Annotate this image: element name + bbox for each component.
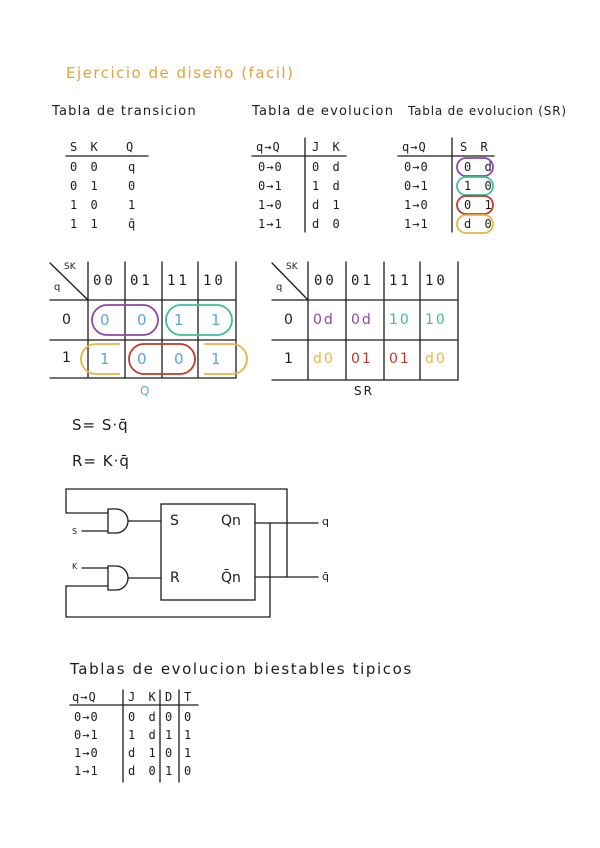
evolucion-sr-row-transition: 0→1: [404, 179, 429, 193]
biestables-row-d: 0: [165, 746, 176, 760]
kmap-sr-cell: 10: [425, 312, 447, 328]
biestables-header-t: T: [184, 690, 195, 704]
transicion-row-out: q̄: [128, 217, 139, 231]
input-k-label: K: [72, 562, 78, 571]
transicion-row-out: 1: [128, 198, 139, 212]
kmap-sr-cell: d0: [425, 351, 447, 367]
kmap-q-cell: 1: [211, 311, 221, 329]
biestables-row-d: 1: [165, 728, 176, 742]
ff-output-q-label: Qn: [221, 513, 241, 529]
biestables-row-t: 1: [184, 746, 195, 760]
biestables-row-t: 0: [184, 764, 195, 778]
evolucion-header-jk: J K: [312, 140, 343, 154]
evolucion-header-transition: q→Q: [256, 140, 281, 154]
kmap-q-row-header: 1: [62, 350, 71, 366]
kmap-q-col-header: 10: [203, 273, 226, 289]
kmap-q-cell: 0: [100, 311, 110, 329]
transicion-heading: Tabla de transicion: [52, 104, 197, 119]
evolucion-sr-row-transition: 0→0: [404, 160, 429, 174]
input-s-label: S: [72, 527, 78, 536]
ff-input-s-label: S: [170, 513, 179, 529]
kmap-sr-col-header: 10: [425, 273, 448, 289]
transicion-row-out: 0: [128, 179, 139, 193]
evolucion-row-jk: d 0: [312, 217, 343, 231]
biestables-row-d: 0: [165, 710, 176, 724]
kmap-q-corner-left: q: [54, 282, 61, 293]
biestables-row-transition: 1→0: [74, 746, 99, 760]
kmap-sr-cell: 10: [389, 312, 411, 328]
kmap-q-col-header: 00: [93, 273, 116, 289]
kmap-q-label: Q: [140, 384, 150, 398]
evolucion-sr-row-transition: 1→1: [404, 217, 429, 231]
biestables-row-jk: d 0: [128, 764, 159, 778]
evolucion-row-transition: 1→1: [258, 217, 283, 231]
biestables-header-jk: J K: [128, 690, 159, 704]
transicion-header-q: Q: [126, 140, 137, 154]
transicion-row-in: 1 1: [70, 217, 101, 231]
kmap-sr-col-header: 11: [389, 273, 412, 289]
evolucion-sr-row-sr: 1 0: [464, 179, 495, 193]
kmap-q-cell: 0: [137, 311, 147, 329]
biestables-header-transition: q→Q: [72, 690, 97, 704]
biestables-header-d: D: [165, 690, 176, 704]
evolucion-row-jk: 1 d: [312, 179, 343, 193]
kmap-q-corner-top: SK: [64, 262, 76, 272]
equation-s: S= S·q̄: [72, 416, 129, 434]
kmap-q-cell: 1: [174, 311, 184, 329]
biestables-row-jk: 1 d: [128, 728, 159, 742]
biestables-row-transition: 1→1: [74, 764, 99, 778]
ff-output-qbar-label: Q̄n: [221, 570, 241, 586]
evolucion-sr-row-sr: 0 1: [464, 198, 495, 212]
kmap-q-col-header: 01: [130, 273, 153, 289]
biestables-row-t: 1: [184, 728, 195, 742]
biestables-heading: Tablas de evolucion biestables tipicos: [70, 660, 413, 678]
output-qbar-label: q̄: [322, 570, 329, 583]
kmap-q-row-header: 0: [62, 312, 71, 328]
kmap-q-col-header: 11: [167, 273, 190, 289]
kmap-q-cell: 1: [211, 350, 221, 368]
biestables-row-jk: 0 d: [128, 710, 159, 724]
evolucion-sr-heading: Tabla de evolucion (SR): [408, 104, 567, 118]
ff-input-r-label: R: [170, 570, 180, 586]
evolucion-heading: Tabla de evolucion: [252, 104, 395, 119]
evolucion-sr-header-transition: q→Q: [402, 140, 427, 154]
kmap-sr-col-header: 00: [314, 273, 337, 289]
biestables-row-d: 1: [165, 764, 176, 778]
kmap-sr-cell: 01: [389, 351, 411, 367]
evolucion-row-transition: 0→1: [258, 179, 283, 193]
evolucion-row-jk: 0 d: [312, 160, 343, 174]
kmap-sr-cell: 01: [351, 351, 373, 367]
kmap-sr-corner-left: q: [276, 282, 283, 293]
evolucion-sr-row-transition: 1→0: [404, 198, 429, 212]
kmap-sr-row-header: 0: [284, 312, 293, 328]
biestables-row-transition: 0→0: [74, 710, 99, 724]
evolucion-row-transition: 1→0: [258, 198, 283, 212]
biestables-row-transition: 0→1: [74, 728, 99, 742]
evolucion-sr-header-sr: S R: [460, 140, 491, 154]
output-q-label: q: [322, 515, 329, 528]
kmap-sr-cell: 0d: [313, 312, 335, 328]
evolucion-row-transition: 0→0: [258, 160, 283, 174]
kmap-q-cell: 1: [100, 350, 110, 368]
kmap-q-cell: 0: [174, 350, 184, 368]
transicion-row-in: 1 0: [70, 198, 101, 212]
transicion-row-in: 0 1: [70, 179, 101, 193]
biestables-row-jk: d 1: [128, 746, 159, 760]
kmap-sr-col-header: 01: [351, 273, 374, 289]
page-title: Ejercicio de diseño (facil): [66, 64, 295, 82]
kmap-sr-label: SR: [354, 384, 374, 398]
kmap-q-cell: 0: [137, 350, 147, 368]
evolucion-row-jk: d 1: [312, 198, 343, 212]
transicion-row-in: 0 0: [70, 160, 101, 174]
transicion-header-sk: S K: [70, 140, 101, 154]
biestables-row-t: 0: [184, 710, 195, 724]
kmap-sr-cell: d0: [313, 351, 335, 367]
kmap-sr-cell: 0d: [351, 312, 373, 328]
evolucion-sr-row-sr: d 0: [464, 217, 495, 231]
evolucion-sr-row-sr: 0 d: [464, 160, 495, 174]
equation-r: R= K·q̄: [72, 452, 130, 470]
kmap-sr-corner-top: SK: [286, 262, 298, 272]
kmap-sr-row-header: 1: [284, 351, 293, 367]
transicion-row-out: q: [128, 160, 139, 174]
